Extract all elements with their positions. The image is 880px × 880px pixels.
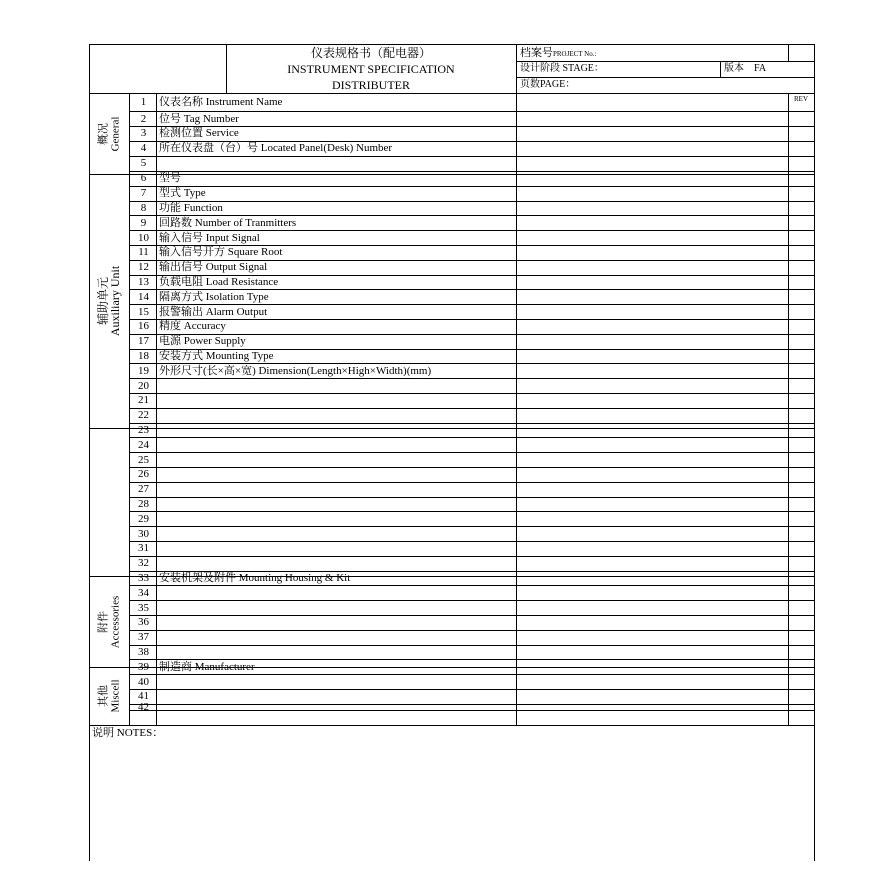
- row-number: 4: [140, 142, 147, 155]
- row-number: 31: [138, 542, 149, 555]
- row-label: 所在仪表盘（台）号 Located Panel(Desk) Number: [159, 142, 393, 155]
- row-number: 22: [138, 409, 149, 422]
- value-cell[interactable]: [517, 246, 787, 260]
- notes-label: 说明 NOTES：: [92, 727, 164, 739]
- value-cell[interactable]: [517, 187, 787, 201]
- row-number: 42: [138, 701, 149, 713]
- rev-cell[interactable]: [789, 335, 813, 349]
- row-number: 25: [138, 453, 149, 466]
- row-label: 型式 Type: [159, 187, 206, 200]
- value-cell[interactable]: [517, 438, 787, 452]
- row-number: 41: [138, 690, 149, 703]
- row-label: 精度 Accuracy: [159, 320, 226, 333]
- section-line: [90, 725, 814, 726]
- row-number: 1: [140, 96, 147, 108]
- row-label: 安装机架及附件 Mounting Housing & Kit: [159, 572, 351, 584]
- version-value: FA: [754, 63, 767, 74]
- row-number: 26: [138, 468, 149, 481]
- section-auxiliary-unit: 辅助单元 Auxiliary Unit: [96, 265, 123, 337]
- row-number: 12: [138, 261, 149, 274]
- row-label: 电源 Power Supply: [159, 335, 246, 348]
- row-number: 10: [138, 231, 149, 244]
- specification-sheet: [89, 44, 815, 861]
- value-cell[interactable]: [517, 601, 787, 615]
- row-label: 输入信号 Input Signal: [159, 231, 260, 244]
- rev-cell[interactable]: [789, 557, 813, 571]
- value-cell[interactable]: [517, 261, 787, 275]
- value-cell[interactable]: [517, 379, 787, 393]
- row-label: 位号 Tag Number: [159, 112, 239, 125]
- row-number: 27: [138, 483, 149, 496]
- rev-cell[interactable]: [789, 586, 813, 600]
- header-divider-rev-top: [788, 45, 789, 61]
- rev-cell[interactable]: [789, 705, 813, 710]
- rev-cell[interactable]: [789, 187, 813, 201]
- row-label: 仪表名称 Instrument Name: [159, 96, 283, 108]
- rev-cell[interactable]: [789, 438, 813, 452]
- rev-cell[interactable]: [789, 453, 813, 467]
- rev-cell[interactable]: [789, 172, 813, 186]
- rev-cell[interactable]: [789, 527, 813, 541]
- value-cell[interactable]: [517, 276, 787, 290]
- value-cell[interactable]: [517, 542, 787, 556]
- rev-cell[interactable]: [789, 394, 813, 408]
- row-label: 检测位置 Service: [159, 127, 239, 140]
- rev-cell[interactable]: [789, 379, 813, 393]
- value-cell[interactable]: [517, 305, 787, 319]
- row-number: 20: [138, 379, 149, 392]
- row-label: 功能 Function: [159, 202, 223, 214]
- rev-cell[interactable]: [789, 261, 813, 275]
- rev-cell[interactable]: [789, 364, 813, 378]
- row-number: 8: [140, 202, 147, 214]
- row-label: 型号: [159, 172, 181, 185]
- value-cell[interactable]: [517, 705, 787, 710]
- row-number: 5: [140, 157, 147, 170]
- value-cell[interactable]: [517, 172, 787, 186]
- rev-cell[interactable]: [789, 601, 813, 615]
- rev-cell[interactable]: [789, 512, 813, 526]
- row-number: 2: [140, 112, 147, 125]
- row-number: 37: [138, 631, 149, 644]
- row-number: 16: [138, 320, 149, 333]
- row-number: 11: [138, 246, 149, 259]
- page-label: 页数PAGE：: [520, 79, 576, 90]
- value-cell[interactable]: [517, 586, 787, 600]
- value-cell[interactable]: [517, 675, 787, 689]
- row-number: 32: [138, 557, 149, 570]
- value-cell[interactable]: [517, 350, 787, 364]
- row-label: 报警输出 Alarm Output: [159, 305, 268, 318]
- value-cell[interactable]: [517, 202, 787, 216]
- project-label: 档案号PROJECT No.:: [520, 47, 597, 59]
- value-cell[interactable]: [517, 231, 787, 245]
- row-number: 19: [138, 364, 149, 377]
- rev-cell[interactable]: [789, 646, 813, 660]
- row-number: 34: [138, 586, 149, 599]
- section-miscell: 其他 Miscell: [97, 679, 122, 713]
- rev-cell[interactable]: [789, 468, 813, 482]
- rev-cell[interactable]: [789, 675, 813, 689]
- row-number: 24: [138, 438, 149, 451]
- value-cell[interactable]: [517, 527, 787, 541]
- row-number: 39: [138, 660, 149, 673]
- row-number: 35: [138, 601, 149, 614]
- rev-cell[interactable]: [789, 409, 813, 423]
- row-label: 外形尺寸(长×高×宽) Dimension(Length×High×Width)(mm): [159, 364, 432, 377]
- title-cn: 仪表规格书（配电器）: [310, 46, 431, 60]
- value-cell[interactable]: [517, 572, 787, 586]
- rev-cell[interactable]: [789, 424, 813, 438]
- rev-cell[interactable]: [789, 231, 813, 245]
- row-number: 9: [140, 216, 147, 229]
- section-general: 概况 General: [97, 116, 122, 151]
- row-line: [129, 710, 814, 711]
- rev-cell[interactable]: [789, 690, 813, 704]
- row-number: 18: [138, 350, 149, 362]
- value-cell[interactable]: [517, 616, 787, 630]
- header-divider-mid: [516, 45, 517, 93]
- rev-cell[interactable]: [789, 276, 813, 290]
- value-cell[interactable]: [517, 631, 787, 645]
- value-cell[interactable]: [517, 94, 787, 111]
- value-cell[interactable]: [517, 290, 787, 304]
- value-cell[interactable]: [517, 157, 787, 171]
- value-cell[interactable]: [517, 320, 787, 334]
- row-number: 15: [138, 305, 149, 318]
- section-accessories: 附件 Accessories: [97, 595, 122, 648]
- row-label: 输出信号 Output Signal: [159, 261, 268, 274]
- row-label: 负载电阻 Load Resistance: [159, 276, 279, 288]
- value-cell[interactable]: [517, 127, 787, 141]
- row-number: 30: [138, 527, 149, 540]
- rev-cell[interactable]: [789, 290, 813, 304]
- rev-cell[interactable]: [789, 112, 813, 126]
- row-number: 14: [138, 290, 149, 303]
- rev-cell[interactable]: [789, 631, 813, 645]
- row-label: 回路数 Number of Tranmitters: [159, 216, 297, 229]
- rev-cell[interactable]: [789, 350, 813, 364]
- rev-label: REV: [794, 95, 808, 103]
- value-cell[interactable]: [517, 498, 787, 512]
- version-label: 版本 FA: [724, 63, 767, 74]
- rev-cell[interactable]: [789, 616, 813, 630]
- value-cell[interactable]: [517, 216, 787, 230]
- stage-label: 设计阶段 STAGE：: [520, 63, 604, 74]
- rev-cell[interactable]: [789, 216, 813, 230]
- rev-cell[interactable]: [789, 483, 813, 497]
- row-number: 3: [140, 127, 147, 140]
- rev-cell[interactable]: [789, 94, 813, 111]
- title-en-2: DISTRIBUTER: [332, 78, 410, 92]
- rev-cell[interactable]: [789, 127, 813, 141]
- row-label: 隔离方式 Isolation Type: [159, 290, 269, 303]
- value-cell[interactable]: [517, 394, 787, 408]
- rev-cell[interactable]: [789, 202, 813, 216]
- row-number: 21: [138, 394, 149, 407]
- value-cell[interactable]: [517, 690, 787, 704]
- row-number: 38: [138, 646, 149, 658]
- row-label: 输入信号开方 Square Root: [159, 246, 283, 259]
- row-number: 40: [138, 675, 149, 688]
- rev-cell[interactable]: [789, 320, 813, 334]
- value-cell[interactable]: [517, 646, 787, 660]
- row-label: 安装方式 Mounting Type: [159, 350, 274, 362]
- value-cell[interactable]: [517, 409, 787, 423]
- rev-cell[interactable]: [789, 305, 813, 319]
- rev-cell[interactable]: [789, 142, 813, 156]
- value-cell[interactable]: [517, 364, 787, 378]
- rev-cell[interactable]: [789, 498, 813, 512]
- header-divider-version: [720, 61, 721, 77]
- title-en-1: INSTRUMENT SPECIFICATION: [287, 62, 455, 76]
- rev-cell[interactable]: [789, 157, 813, 171]
- value-cell[interactable]: [517, 483, 787, 497]
- rev-cell[interactable]: [789, 660, 813, 674]
- value-cell[interactable]: [517, 424, 787, 438]
- row-number: 29: [138, 512, 149, 525]
- section-blank: [90, 428, 129, 576]
- rev-cell[interactable]: [789, 542, 813, 556]
- row-number: 13: [138, 276, 149, 288]
- value-cell[interactable]: [517, 112, 787, 126]
- row-number: 17: [138, 335, 149, 348]
- value-cell[interactable]: [517, 142, 787, 156]
- value-cell[interactable]: [517, 660, 787, 674]
- rev-cell[interactable]: [789, 246, 813, 260]
- rev-cell[interactable]: [789, 572, 813, 586]
- row-number: 33: [138, 572, 149, 584]
- row-number: 6: [140, 172, 147, 185]
- value-cell[interactable]: [517, 468, 787, 482]
- value-cell[interactable]: [517, 335, 787, 349]
- row-number: 36: [138, 616, 149, 629]
- row-number: 7: [140, 187, 147, 200]
- row-number: 28: [138, 498, 149, 510]
- row-number: 23: [138, 424, 149, 436]
- row-label: 制造商 Manufacturer: [159, 660, 255, 673]
- value-cell[interactable]: [517, 512, 787, 526]
- value-cell[interactable]: [517, 453, 787, 467]
- value-cell[interactable]: [517, 557, 787, 571]
